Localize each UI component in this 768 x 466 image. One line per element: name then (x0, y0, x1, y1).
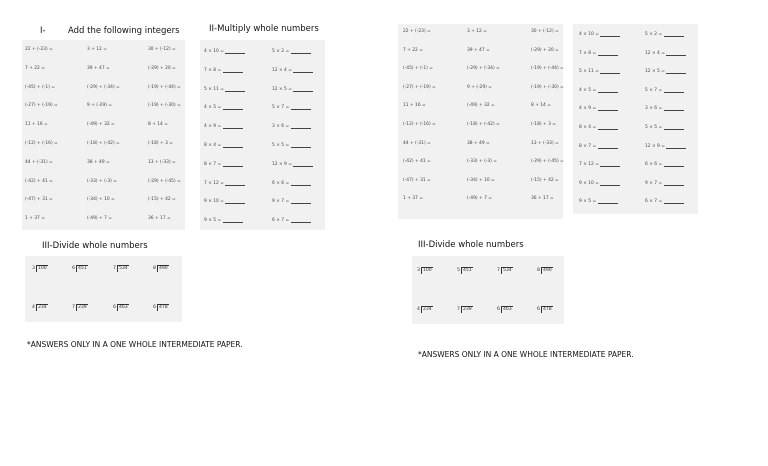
answer-blank (600, 166, 620, 167)
multiplication-problem (272, 124, 311, 129)
section-3-title: III-Divide whole numbers (42, 241, 148, 251)
division-panel (25, 256, 182, 322)
problem-text: 12 × 5 = (272, 86, 294, 92)
answer-blank (291, 222, 311, 223)
problem-text: 4 × 10 = (579, 32, 601, 37)
addition-problem: 7 + 22 = (25, 65, 45, 71)
answers-note: *ANSWERS ONLY IN A ONE WHOLE INTERMEDIATE PAPER. (27, 340, 243, 349)
addition-problem: (-27) + (-19) = (403, 84, 436, 90)
multiplication-problem (645, 199, 684, 204)
multiplication-panel (573, 24, 698, 214)
multiplication-problem (645, 106, 684, 111)
dividend: 490 (158, 266, 168, 271)
multiplication-problem (204, 87, 245, 92)
addition-problem: (-18) + (-42) = (87, 141, 120, 146)
section-1-number: I- (40, 26, 46, 36)
dividend: 478 (542, 307, 552, 312)
divisor: 4 (417, 307, 420, 312)
answer-blank (664, 110, 684, 111)
answer-blank (291, 185, 311, 186)
addition-problem: (-18) + (-42) = (467, 122, 500, 127)
multiplication-problem (272, 105, 311, 110)
addition-problem: 8 + 14 = (531, 103, 551, 109)
answer-blank (598, 110, 618, 111)
answer-blank (600, 73, 620, 74)
problem-text: 9 × 7 = (272, 199, 291, 205)
problem-text: 12 × 4 = (645, 50, 667, 56)
divisor: 6 (497, 307, 500, 312)
division-problem (497, 267, 513, 274)
problem-text: 8 × 7 = (579, 143, 598, 149)
multiplication-problem (579, 69, 620, 74)
division-problem (113, 265, 129, 272)
multiplication-problem (272, 218, 311, 223)
answer-blank (291, 53, 311, 54)
addition-problem: (-19) + (-44) = (531, 66, 564, 72)
answer-blank (664, 166, 684, 167)
answer-blank (664, 129, 684, 130)
problem-text: 5 × 5 = (645, 125, 664, 130)
addition-problem: 1 + 37 = (403, 196, 423, 202)
addition-problem: 30 + (-12) = (148, 47, 176, 52)
addition-problem: (-49) + 32 = (467, 103, 495, 109)
answer-blank (225, 203, 245, 204)
problem-text: 5 × 2 = (272, 49, 291, 54)
problem-text: 9 × 5 = (579, 199, 598, 205)
addition-problem: (-33) + (-3) = (87, 178, 117, 184)
dividend: 239 (462, 307, 472, 312)
addition-problem: (-45) + (-1) = (25, 84, 55, 90)
multiplication-problem (204, 49, 245, 54)
problem-text: 6 × 7 = (272, 218, 291, 224)
dividend: 451 (77, 266, 87, 271)
multiplication-problem (204, 181, 245, 186)
addition-problem: (-27) + (-19) = (25, 103, 58, 109)
problem-text: 3 × 6 = (272, 124, 291, 130)
addition-problem: (-49) + 7 = (467, 196, 492, 202)
problem-text: 8 × 4 = (579, 125, 598, 130)
multiplication-problem (272, 87, 313, 92)
division-problem (72, 304, 88, 311)
division-problem (153, 265, 169, 272)
addition-problem: (-47) + 31 = (25, 197, 53, 203)
divisor: 3 (417, 268, 420, 273)
problem-text: 4 × 5 = (204, 105, 223, 111)
problem-text: 5 × 11 = (204, 86, 226, 92)
dividend: 463 (118, 305, 128, 310)
addition-problem: 44 + (-31) = (25, 159, 53, 165)
addition-problem: (-49) + 7 = (87, 216, 112, 222)
addition-problem: (-42) + 41 = (25, 178, 53, 184)
problem-text: 7 × 12 = (579, 162, 601, 168)
addition-problem: (-42) + 41 = (403, 159, 431, 165)
answer-blank (293, 91, 313, 92)
addition-problem: (-12) + (-16) = (403, 122, 436, 127)
addition-problem: 11 + 16 = (403, 103, 426, 109)
multiplication-problem (204, 124, 243, 129)
multiplication-problem (579, 32, 620, 37)
answer-blank (223, 222, 243, 223)
division-problem (537, 267, 553, 274)
addition-problem: (-19) + (-44) = (148, 84, 181, 90)
multiplication-problem (272, 181, 311, 186)
addition-problem: (-15) + 42 = (148, 197, 176, 203)
addition-problem: 36 + 17 = (148, 216, 171, 222)
dividend: 534 (502, 268, 512, 273)
division-problem (72, 265, 88, 272)
dividend: 100 (37, 266, 47, 271)
problem-text: 7 × 8 = (204, 67, 223, 73)
addition-problem: 3 + 12 = (87, 47, 107, 52)
addition-problem: 38 + 49 = (87, 159, 110, 165)
divisor: 4 (32, 305, 35, 310)
divisor: 7 (457, 307, 460, 312)
answer-blank (223, 109, 243, 110)
answer-blank (291, 147, 311, 148)
multiplication-problem (272, 199, 311, 204)
section-1-title: Add the following integers (68, 26, 180, 36)
division-problem (417, 267, 433, 274)
divisor: 6 (537, 307, 540, 312)
problem-text: 12 × 4 = (272, 67, 294, 73)
addition-problem: 39 + 47 = (87, 65, 110, 71)
addition-problem: 44 + (-31) = (403, 140, 431, 146)
divisor: 7 (497, 268, 500, 273)
dividend: 490 (542, 268, 552, 273)
addition-problem: (-18) + 3 = (148, 141, 173, 146)
addition-problem: (-34) + 10 = (467, 177, 495, 183)
multiplication-problem (579, 181, 620, 186)
multiplication-problem (645, 69, 686, 74)
division-problem (32, 265, 48, 272)
problem-text: 5 × 11 = (579, 69, 601, 75)
addition-problem: (-12) + (-16) = (25, 141, 58, 146)
multiplication-problem (204, 143, 243, 148)
addition-problem: 8 + 14 = (148, 122, 168, 128)
multiplication-problem (579, 144, 618, 149)
divisor: 6 (113, 305, 116, 310)
addition-problem: 7 + 22 = (403, 47, 423, 53)
multiplication-problem (204, 199, 245, 204)
divisor: 3 (32, 266, 35, 271)
answers-note: *ANSWERS ONLY IN A ONE WHOLE INTERMEDIATE PAPER. (418, 350, 634, 359)
multiplication-problem (645, 51, 686, 56)
multiplication-problem (272, 143, 311, 148)
multiplication-problem (579, 51, 618, 56)
addition-problem: (-47) + 31 = (403, 177, 431, 183)
addition-problem: 13 + (-33) = (148, 159, 176, 165)
answer-blank (598, 148, 618, 149)
addition-panel (398, 24, 563, 219)
problem-text: 7 × 12 = (204, 180, 226, 186)
answer-blank (598, 92, 618, 93)
answer-blank (664, 36, 684, 37)
division-problem (153, 304, 169, 311)
multiplication-problem (645, 162, 684, 167)
addition-panel (22, 40, 185, 230)
dividend: 478 (158, 305, 168, 310)
multiplication-problem (579, 88, 618, 93)
addition-problem: 22 + (-23) = (403, 29, 431, 34)
section-2-title: II-Multiply whole numbers (209, 24, 319, 34)
multiplication-problem (204, 218, 243, 223)
addition-problem: (-49) + 32 = (87, 122, 115, 128)
problem-text: 5 × 7 = (272, 105, 291, 111)
answer-blank (225, 185, 245, 186)
answer-blank (291, 128, 311, 129)
answer-blank (291, 109, 311, 110)
addition-problem: 9 + (-29) = (87, 103, 112, 109)
answer-blank (598, 129, 618, 130)
addition-problem: 30 + (-12) = (531, 29, 559, 34)
division-problem (417, 306, 433, 313)
addition-problem: 11 + 16 = (25, 122, 48, 128)
multiplication-problem (204, 162, 243, 167)
problem-text: 4 × 5 = (579, 87, 598, 93)
answer-blank (600, 185, 620, 186)
problem-text: 9 × 5 = (204, 218, 223, 224)
problem-text: 8 × 7 = (204, 161, 223, 167)
problem-text: 9 × 10 = (579, 180, 601, 186)
multiplication-problem (272, 68, 313, 73)
addition-problem: 1 + 37 = (25, 216, 45, 222)
addition-problem: (-29) + 20 = (531, 47, 559, 53)
answer-blank (664, 203, 684, 204)
answer-blank (666, 148, 686, 149)
answer-blank (600, 36, 620, 37)
problem-text: 5 × 7 = (645, 87, 664, 93)
divisor: 7 (113, 266, 116, 271)
addition-problem: (-29) + (-45) = (531, 159, 564, 165)
multiplication-problem (645, 181, 684, 186)
divisor: 6 (72, 266, 75, 271)
addition-problem: (-33) + (-3) = (467, 159, 497, 165)
problem-text: 7 × 8 = (579, 50, 598, 56)
multiplication-problem (579, 162, 620, 167)
problem-text: 5 × 5 = (272, 143, 291, 148)
problem-text: 12 × 9 = (645, 143, 667, 149)
divisor: 7 (72, 305, 75, 310)
multiplication-problem (645, 144, 686, 149)
division-problem (497, 306, 513, 313)
answer-blank (225, 53, 245, 54)
division-panel (412, 256, 564, 324)
answer-blank (293, 72, 313, 73)
addition-problem: (-18) + 3 = (531, 122, 556, 127)
division-problem (32, 304, 48, 311)
problem-text: 12 × 5 = (645, 69, 667, 75)
addition-problem: (-45) + (-1) = (403, 66, 433, 72)
section-3-title: III-Divide whole numbers (418, 240, 524, 250)
problem-text: 9 × 7 = (645, 180, 664, 186)
problem-text: 4 × 10 = (204, 49, 226, 54)
answer-blank (666, 55, 686, 56)
addition-problem: (-19) + (-30) = (531, 84, 564, 90)
answer-blank (223, 72, 243, 73)
dividend: 239 (77, 305, 87, 310)
division-problem (537, 306, 553, 313)
divisor: 5 (457, 268, 460, 273)
multiplication-problem (272, 162, 313, 167)
problem-text: 6 × 6 = (645, 162, 664, 168)
problem-text: 9 × 10 = (204, 199, 226, 205)
addition-problem: 39 + 47 = (467, 47, 490, 53)
dividend: 234 (422, 307, 432, 312)
division-problem (113, 304, 129, 311)
addition-problem: 9 + (-29) = (467, 84, 492, 90)
dividend: 234 (37, 305, 47, 310)
answer-blank (664, 185, 684, 186)
addition-problem: 38 + 49 = (467, 140, 490, 146)
multiplication-problem (645, 125, 684, 130)
addition-problem: 3 + 12 = (467, 29, 487, 34)
multiplication-problem (204, 105, 243, 110)
addition-problem: (-34) + 10 = (87, 197, 115, 203)
answer-blank (223, 166, 243, 167)
dividend: 451 (462, 268, 472, 273)
multiplication-problem (645, 32, 684, 37)
addition-problem: (-29) + 20 = (148, 65, 176, 71)
divisor: 8 (153, 266, 156, 271)
problem-text: 4 × 9 = (204, 124, 223, 130)
answer-blank (598, 55, 618, 56)
multiplication-problem (579, 199, 618, 204)
answer-blank (225, 91, 245, 92)
problem-text: 4 × 9 = (579, 106, 598, 112)
multiplication-problem (579, 106, 618, 111)
division-problem (457, 306, 473, 313)
addition-problem: 13 + (-33) = (531, 140, 559, 146)
addition-problem: (-29) + (-45) = (148, 178, 181, 184)
answer-blank (664, 92, 684, 93)
addition-problem: (-15) + 42 = (531, 177, 559, 183)
problem-text: 6 × 6 = (272, 180, 291, 186)
problem-text: 6 × 7 = (645, 199, 664, 205)
answer-blank (223, 128, 243, 129)
addition-problem: (-29) + (-34) = (467, 66, 500, 72)
problem-text: 8 × 4 = (204, 143, 223, 148)
answer-blank (598, 203, 618, 204)
problem-text: 12 × 9 = (272, 161, 294, 167)
problem-text: 3 × 6 = (645, 106, 664, 112)
addition-problem: (-19) + (-30) = (148, 103, 181, 109)
dividend: 463 (502, 307, 512, 312)
multiplication-problem (645, 88, 684, 93)
division-problem (457, 267, 473, 274)
addition-problem: 22 + (-23) = (25, 47, 53, 52)
problem-text: 5 × 2 = (645, 32, 664, 37)
dividend: 534 (118, 266, 128, 271)
addition-problem: 36 + 17 = (531, 196, 554, 202)
dividend: 100 (422, 268, 432, 273)
multiplication-problem (204, 68, 243, 73)
answer-blank (291, 203, 311, 204)
answer-blank (293, 166, 313, 167)
divisor: 8 (537, 268, 540, 273)
divisor: 6 (153, 305, 156, 310)
answer-blank (666, 73, 686, 74)
answer-blank (223, 147, 243, 148)
multiplication-problem (272, 49, 311, 54)
multiplication-panel (200, 40, 325, 230)
multiplication-problem (579, 125, 618, 130)
addition-problem: (-29) + (-34) = (87, 84, 120, 90)
